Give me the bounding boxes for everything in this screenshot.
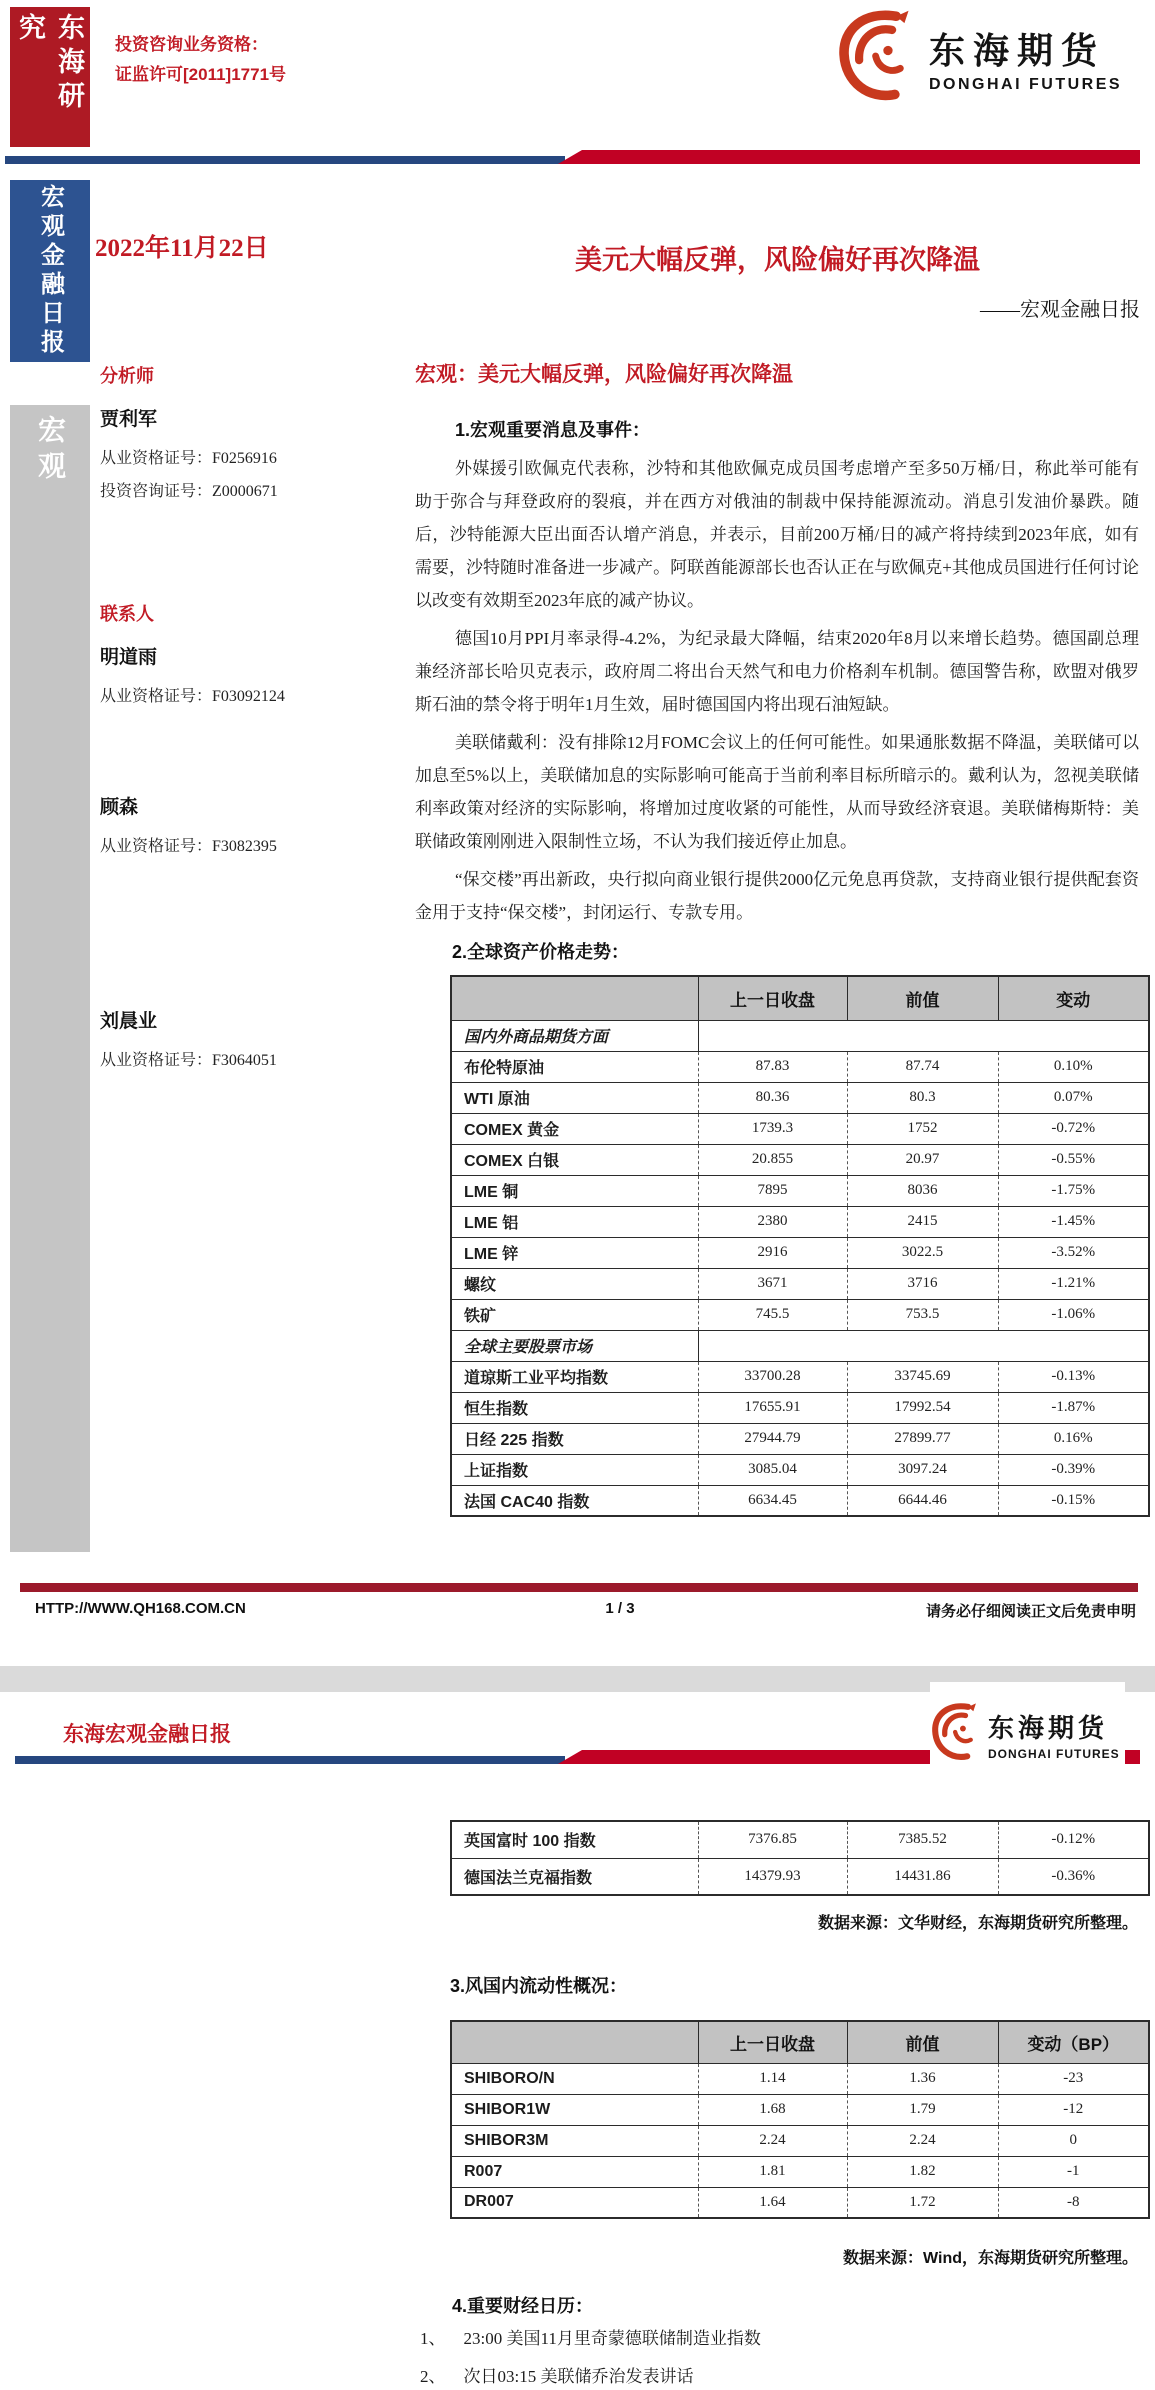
table-header-prev-close: 上一日收盘	[698, 2021, 847, 2063]
table-row-label: 德国法兰克福指数	[451, 1858, 698, 1895]
table-cell-value: 1.82	[847, 2156, 998, 2187]
table-row-label: SHIBOR1W	[451, 2094, 698, 2125]
table-row-label: LME 铝	[451, 1206, 698, 1237]
section-3-heading: 3.风国内流动性概况：	[450, 1976, 628, 1996]
table-row	[451, 2125, 1149, 2156]
table-row	[451, 1051, 1149, 1082]
table-row	[451, 1113, 1149, 1144]
table-cell-value: 87.74	[847, 1051, 998, 1082]
table-row-label: 铁矿	[451, 1299, 698, 1330]
body-text-column	[415, 358, 1139, 933]
global-asset-price-table	[450, 975, 1150, 1517]
analyst-role-label: 分析师	[100, 366, 154, 386]
donghai-dragon-logo-icon	[835, 8, 919, 109]
contact-group-2	[100, 792, 330, 866]
paragraph-fed: 美联储戴利：没有排除12月FOMC会议上的任何可能性。如果通胀数据不降温，美联储可以加息至5%以上，美联储加息的实际影响可能高于当前利率目标所暗示的。戴利认为，忽视美联储利率政策对经济的实际影响，将增加过度收紧的可能性，从而导致经济衰退。美联储梅斯特：美联储政策刚刚进入限制性立场，不认为我们接近停止加息。	[415, 733, 1139, 851]
macro-section-heading: 宏观：美元大幅反弹，风险偏好再次降温	[415, 363, 793, 386]
paragraph-opec: 外媒援引欧佩克代表称，沙特和其他欧佩克成员国考虑增产至多50万桶/日，称此举可能有助于弥合与拜登政府的裂痕，并在西方对俄油的制裁中保持能源流动。消息引发油价暴跌。随后，沙特能源大臣出面否认增产消息，并表示，目前200万桶/日的减产将持续到2023年底，如有需要，沙特随时准备进一步减产。阿联酋能源部长也否认正在与欧佩克+其他成员国进行任何讨论以改变有效期至2023年底的减产协议。	[415, 459, 1139, 610]
table-cell-value: 6634.45	[698, 1485, 847, 1516]
table-cell-value: 33700.28	[698, 1361, 847, 1392]
table-cell-value: 20.855	[698, 1144, 847, 1175]
table-header-change-bp: 变动（BP）	[998, 2021, 1149, 2063]
table-cell-value: 20.97	[847, 1144, 998, 1175]
table-cell-value: -0.13%	[998, 1361, 1149, 1392]
table-cell-value: 14431.86	[847, 1858, 998, 1895]
table-header-change: 变动	[998, 976, 1149, 1020]
table-cell-value: 1752	[847, 1113, 998, 1144]
table-header-prior: 前值	[847, 2021, 998, 2063]
table-cell-value: 1.79	[847, 2094, 998, 2125]
table-row	[451, 1485, 1149, 1516]
table-row-label: 螺纹	[451, 1268, 698, 1299]
logo-chinese-name: 东海期货	[988, 1712, 1109, 1743]
sidebar-category-label: 宏观	[35, 415, 66, 487]
table-row	[451, 1144, 1149, 1175]
table-section-filler	[698, 1020, 1149, 1051]
data-source-note-1: 数据来源：文华财经，东海期货研究所整理。	[817, 1915, 1138, 1932]
table-cell-value: 8036	[847, 1175, 998, 1206]
global-asset-price-table-continued	[450, 1820, 1150, 1896]
paragraph-property: “保交楼”再出新政，央行拟向商业银行提供2000亿元免息再贷款，支持商业银行提供配套资金用于支持“保交楼”，封闭运行、专款专用。	[415, 870, 1139, 922]
table-cell-value: 1.64	[698, 2187, 847, 2218]
table-cell-value: -23	[998, 2063, 1149, 2094]
table-row-label: COMEX 黄金	[451, 1113, 698, 1144]
table-cell-value: 7385.52	[847, 1821, 998, 1858]
footer-page-number: 1 / 3	[605, 1600, 635, 1617]
table-cell-value: -1.21%	[998, 1268, 1149, 1299]
table-cell-value: 1.68	[698, 2094, 847, 2125]
table-cell-value: 745.5	[698, 1299, 847, 1330]
sidebar-report-type-label: 宏观金融日报	[36, 184, 64, 358]
table-row	[451, 1858, 1149, 1895]
table-cell-value: -1.45%	[998, 1206, 1149, 1237]
table-cell-value: 2.24	[698, 2125, 847, 2156]
donghai-dragon-logo-icon	[930, 1701, 982, 1768]
table-row-label: WTI 原油	[451, 1082, 698, 1113]
table-cell-value: 7376.85	[698, 1821, 847, 1858]
table-header-prior: 前值	[847, 976, 998, 1020]
table-section-row	[451, 1330, 1149, 1361]
table-cell-value: 1.14	[698, 2063, 847, 2094]
table-row-label: 英国富时 100 指数	[464, 1833, 596, 1851]
table-cell-value: 3022.5	[847, 1237, 998, 1268]
table-cell-value: 0.16%	[998, 1423, 1149, 1454]
table-row-label: LME 锌	[451, 1237, 698, 1268]
table-cell-value: 87.83	[698, 1051, 847, 1082]
table-row-label: 上证指数	[451, 1454, 698, 1485]
table-cell-value: -0.72%	[998, 1113, 1149, 1144]
table-cell-value: 3085.04	[698, 1454, 847, 1485]
table-cell-value: -1	[998, 2156, 1149, 2187]
table-cell-value: -3.52%	[998, 1237, 1149, 1268]
domestic-liquidity-table	[450, 2020, 1150, 2219]
table-cell-value: -1.06%	[998, 1299, 1149, 1330]
table-row-label: COMEX 白银	[451, 1144, 698, 1175]
table-cell-value: -0.55%	[998, 1144, 1149, 1175]
table-row	[451, 1454, 1149, 1485]
table-row	[451, 2094, 1149, 2125]
table-cell-value: 1739.3	[698, 1113, 847, 1144]
table-row	[451, 1268, 1149, 1299]
table-row-label: 法国 CAC40 指数	[451, 1485, 698, 1516]
data-source-note-2: 数据来源：Wind，东海期货研究所整理。	[843, 2250, 1138, 2267]
table-cell-value: -1.75%	[998, 1175, 1149, 1206]
header-rule-red	[558, 150, 1140, 164]
table-cell-value: 0.07%	[998, 1082, 1149, 1113]
sidebar-report-type-block	[10, 180, 90, 362]
brand-research-block	[10, 7, 90, 147]
table-cell-value: 27944.79	[698, 1423, 847, 1454]
table-cell-value: 3671	[698, 1268, 847, 1299]
table-row-label: SHIBORO/N	[464, 2069, 555, 2087]
calendar-item-number: 2、	[420, 2367, 446, 2386]
section-2-heading: 2.全球资产价格走势：	[452, 942, 630, 962]
logo-text	[988, 1708, 1120, 1761]
contact-group-3	[100, 1006, 330, 1080]
section-4-heading: 4.重要财经日历：	[452, 2296, 594, 2316]
table-row	[451, 2156, 1149, 2187]
table-row	[451, 2063, 1149, 2094]
report-date: 2022年11月22日	[95, 235, 269, 262]
table-cell-value: 2380	[698, 1206, 847, 1237]
table-row-label: 恒生指数	[451, 1392, 698, 1423]
contact-group-1	[100, 600, 330, 716]
table-row-label: SHIBOR3M	[451, 2125, 698, 2156]
table-cell-value: 2.24	[847, 2125, 998, 2156]
table-row-label: R007	[451, 2156, 698, 2187]
credential-line1: 投资咨询业务资格：	[115, 35, 268, 54]
contact-3-cert: 从业资格证号：F3064051	[100, 1052, 277, 1069]
table-header-prev-close: 上一日收盘	[698, 976, 847, 1020]
table-cell-value: 0	[998, 2125, 1149, 2156]
table-cell-value: -0.15%	[998, 1485, 1149, 1516]
credential-text	[115, 30, 286, 90]
report-title: 美元大幅反弹，风险偏好再次降温	[575, 245, 980, 275]
table-row	[451, 1423, 1149, 1454]
table-cell-value: 3097.24	[847, 1454, 998, 1485]
calendar-item	[420, 2364, 1140, 2390]
table-cell-value: -1.87%	[998, 1392, 1149, 1423]
table-cell-value: 3716	[847, 1268, 998, 1299]
table-cell-value: 14379.93	[698, 1858, 847, 1895]
table-cell-value: 0.10%	[998, 1051, 1149, 1082]
contact-1-cert: 从业资格证号：F03092124	[100, 688, 285, 705]
table-cell-value: 7895	[698, 1175, 847, 1206]
company-logo	[835, 8, 1145, 108]
footer-rule	[20, 1583, 1138, 1592]
paragraph-germany: 德国10月PPI月率录得-4.2%，为纪录最大降幅，结束2020年8月以来增长趋势。德国副总理兼经济部长哈贝克表示，政府周二将出台天然气和电力价格刹车机制。德国警告称，欧盟对俄罗斯石油的禁令将于明年1月生效，届时德国国内将出现石油短缺。	[415, 629, 1139, 714]
contact-role-label: 联系人	[100, 604, 154, 624]
calendar-item-number: 1、	[420, 2329, 446, 2348]
calendar-item-text: 次日03:15 美联储乔治发表讲话	[463, 2367, 694, 2386]
contact-2-name: 顾森	[100, 797, 139, 818]
brand-research-label: 东海研究	[15, 13, 84, 115]
table-row-label: 道琼斯工业平均指数	[451, 1361, 698, 1392]
table-row-label: 日经 225 指数	[451, 1423, 698, 1454]
table-header-row	[451, 976, 1149, 1020]
table-cell-value: -0.36%	[998, 1858, 1149, 1895]
table-cell-value: 1.72	[847, 2187, 998, 2218]
report-subtitle: ——宏观金融日报	[980, 299, 1140, 321]
table-section-label: 国内外商品期货方面	[464, 1029, 609, 1046]
credential-line2: 证监许可[2011]1771号	[115, 65, 287, 84]
contact-3-name: 刘晨业	[100, 1011, 158, 1032]
table-cell-value: 1.36	[847, 2063, 998, 2094]
section-1-heading: 1.宏观重要消息及事件：	[455, 420, 651, 440]
table-header-blank	[451, 2021, 698, 2063]
table-row	[451, 1082, 1149, 1113]
table-header-blank	[451, 976, 698, 1020]
table-cell-value: 80.3	[847, 1082, 998, 1113]
table-cell-value: 1.81	[698, 2156, 847, 2187]
table-section-label: 全球主要股票市场	[451, 1330, 698, 1361]
economic-calendar-list	[420, 2326, 1140, 2390]
footer-disclaimer: 请务必仔细阅读正文后免责申明	[925, 1603, 1136, 1620]
table-cell-value: 17992.54	[847, 1392, 998, 1423]
table-cell-value: 80.36	[698, 1082, 847, 1113]
analyst-cert-2: 投资咨询证号：Z0000671	[100, 483, 278, 500]
sidebar-category-block	[10, 405, 90, 1552]
table-cell-value: 753.5	[847, 1299, 998, 1330]
header-rule-blue	[5, 156, 565, 164]
table-cell-value: -0.39%	[998, 1454, 1149, 1485]
calendar-item	[420, 2326, 1140, 2352]
calendar-item-text: 23:00 美国11月里奇蒙德联储制造业指数	[463, 2329, 761, 2348]
analyst-name: 贾利军	[100, 409, 158, 430]
table-row	[451, 1206, 1149, 1237]
page2-rule-blue	[15, 1756, 565, 1764]
logo-text	[929, 23, 1122, 94]
title-block	[415, 238, 1140, 322]
table-row	[451, 1392, 1149, 1423]
table-cell-value: 6644.46	[847, 1485, 998, 1516]
table-cell-value: 27899.77	[847, 1423, 998, 1454]
page2-company-logo	[930, 1682, 1125, 1786]
analyst-group	[100, 362, 330, 511]
table-section-filler	[698, 1330, 1149, 1361]
table-cell-value: 33745.69	[847, 1361, 998, 1392]
footer-url: HTTP://WWW.QH168.COM.CN	[35, 1600, 246, 1617]
table-cell-value: -0.12%	[998, 1821, 1149, 1858]
logo-english-name: DONGHAI FUTURES	[929, 75, 1123, 93]
table-header-row	[451, 2021, 1149, 2063]
contact-1-name: 明道雨	[100, 647, 158, 668]
table-cell-value: 2916	[698, 1237, 847, 1268]
table-cell-value: -8	[998, 2187, 1149, 2218]
page2-header-title: 东海宏观金融日报	[63, 1723, 231, 1746]
logo-english-name: DONGHAI FUTURES	[988, 1746, 1120, 1761]
table-row	[451, 1299, 1149, 1330]
table-row-label: DR007	[451, 2187, 698, 2218]
contact-2-cert: 从业资格证号：F3082395	[100, 838, 277, 855]
logo-chinese-name: 东海期货	[929, 29, 1106, 71]
table-cell-value: 2415	[847, 1206, 998, 1237]
table-row-label: 布伦特原油	[451, 1051, 698, 1082]
table-row	[451, 1175, 1149, 1206]
table-row	[451, 1821, 1149, 1858]
table-row	[451, 2187, 1149, 2218]
table-section-row	[451, 1020, 1149, 1051]
analyst-cert-1: 从业资格证号：F0256916	[100, 450, 277, 467]
table-cell-value: -12	[998, 2094, 1149, 2125]
table-cell-value: 17655.91	[698, 1392, 847, 1423]
table-row-label: LME 铜	[451, 1175, 698, 1206]
table-row	[451, 1361, 1149, 1392]
table-row	[451, 1237, 1149, 1268]
